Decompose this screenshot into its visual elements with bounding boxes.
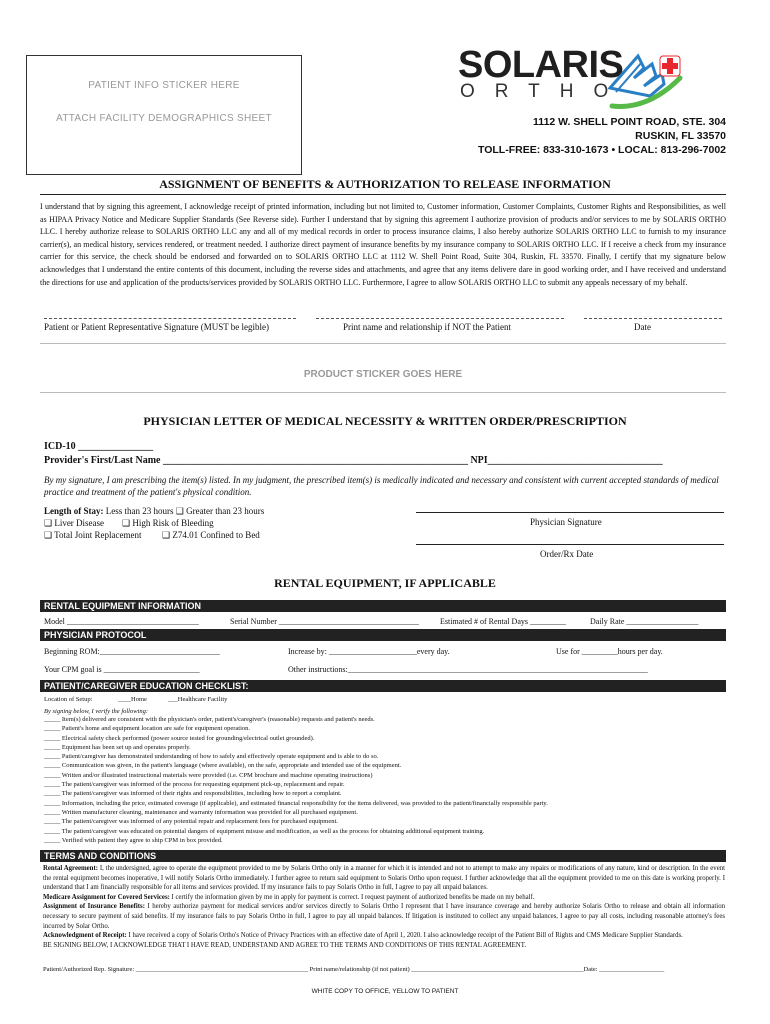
setup-home-option[interactable]: ____Home bbox=[118, 696, 147, 703]
aob-body: I understand that by signing this agreement, I acknowledge receipt of printed information, including but not limited to, Customer information, Customer Complaints, Customer Rights and Responsibilities, as well as HIPAA Privacy Notice and Medicare Supplier Standards (See Reverse side). Further I understand that by signing this agreement I authorize provision of products and/or services to me by SOLARIS ORTHO LLC. I hereby authorize release to SOLARIS ORTHO LLC any and all of my medical records in order to process insurance claims, I also hereby authorize SOLARIS ORTHO LLC to furnish to my insurance carrier(s), an medical history, services rendered, or treatment needed. I authorize direct payment of insurance benefits by my insurance company to SOLARIS ORTHO LLC. If I receive a check from my insurance carrier for this service, the check should be endorsed and forwarded on to SOLARIS ORTHO LLC at 1112 W. Shell Point Road, Suite 304, Ruskin, FL 33570. Finally, I certify that my signature below acknowledges that I understand the entire contents of this document, including the reverse sides and attachments, and agree that any items delivere dare in good working order, and I have received and understand the directions for use and application of the products/services provided by SOLARIS ORTHO LLC. Furthermore, I agree to allow SOLARIS ORTHO LLC to submit any appeals necessary of my behalf. bbox=[40, 202, 726, 287]
product-sticker-placeholder: PRODUCT STICKER GOES HERE bbox=[303, 369, 463, 380]
checklist-item[interactable]: _____ The patient/caregiver was informed of the process for requesting equipment pick-up, replacement and repair. bbox=[44, 781, 345, 789]
serial-number-field[interactable]: Serial Number ___________________________________ bbox=[230, 617, 419, 626]
use-for-field[interactable]: Use for _________hours per day. bbox=[556, 647, 663, 656]
sticker-line-2: ATTACH FACILITY DEMOGRAPHICS SHEET bbox=[56, 113, 272, 124]
liver-disease-checkbox[interactable]: ❑ Liver Disease bbox=[44, 518, 105, 528]
address-line-3: TOLL-FREE: 833-310-1673 • LOCAL: 813-296-7002 bbox=[478, 144, 726, 156]
model-field[interactable]: Model _________________________________ bbox=[44, 617, 199, 626]
company-address bbox=[390, 115, 726, 157]
terms-insurance-assignment: Assignment of Insurance Benefits: I hereby authorize payment for medical services and/or services directly to Solaris Ortho I represent that I have insurance coverage and hereby authorize Solaris Ortho to release and obtain all information necessary to secure payment of said benefits. If my insurance fails to pay Solaris Ortho in full, I agree to pay all unpaid balances. If litigation is instituted to collect any unpaid balances, I agree to pay all costs, including reasonable attorney's fees incurred by Solar Ortho. bbox=[43, 903, 725, 930]
bleeding-risk-checkbox[interactable]: ❑ High Risk of Bleeding bbox=[122, 518, 214, 528]
physician-signature-line[interactable] bbox=[416, 512, 724, 513]
checklist-item[interactable]: _____ Written and/or illustrated instructional materials were provided (i.e. CPM brochure and machine operating instructions) bbox=[44, 771, 373, 779]
address-line-1: 1112 W. SHELL POINT ROAD, STE. 304 bbox=[533, 116, 726, 128]
checklist-item[interactable]: _____ Patient/caregiver has demonstrated understanding of how to safely and effectively operate equipment and is able to do so. bbox=[44, 753, 379, 761]
address-line-2: RUSKIN, FL 33570 bbox=[635, 130, 726, 142]
cpm-goal-field[interactable]: Your CPM goal is ________________________ bbox=[44, 665, 200, 674]
prescription-statement: By my signature, I am prescribing the item(s) listed. In my judgment, the prescribed item(s) is medically indicated and necessary and consistent with current accepted standards of medical practice and treatment of the patient's physical condition. bbox=[44, 475, 719, 497]
terms-text bbox=[43, 864, 725, 950]
rental-info-bar: RENTAL EQUIPMENT INFORMATION bbox=[40, 600, 726, 612]
terms-acknowledgment: Acknowledgment of Receipt: I have received a copy of Solaris Ortho's Notice of Privacy Practices with an effective date of April 1, 2020. I also acknowledge receipt of the Patient Bill of Rights and CMS Medicare Supplier Standards. bbox=[43, 932, 683, 940]
length-of-stay-label: Length of Stay: bbox=[44, 506, 104, 516]
patient-signature-label: Patient or Patient Representative Signature (MUST be legible) bbox=[44, 322, 270, 332]
patient-info-sticker-box bbox=[26, 55, 302, 175]
footer-copy-note: WHITE COPY TO OFFICE, YELLOW TO PATIENT bbox=[311, 988, 459, 995]
setup-location-label: Location of Setup: bbox=[44, 696, 93, 703]
aob-date-label: Date bbox=[634, 322, 651, 332]
physician-protocol-bar: PHYSICIAN PROTOCOL bbox=[40, 629, 726, 641]
solaris-ortho-logo bbox=[448, 44, 688, 114]
daily-rate-field[interactable]: Daily Rate __________________ bbox=[590, 617, 699, 626]
checklist-item[interactable]: _____ Information, including the price, estimated coverage (if applicable), and estimated financial responsibility for the items delivered, was provided to the patient/financially responsible party. bbox=[44, 799, 548, 807]
checklist-item[interactable]: _____ Electrical safety check performed (power source tested for grounding/electrical outlet grounded). bbox=[44, 734, 315, 742]
icd-10-field[interactable]: ICD-10 _______________ bbox=[44, 441, 154, 452]
joint-replacement-checkbox[interactable]: ❑ Total Joint Replacement bbox=[44, 530, 142, 540]
length-of-stay bbox=[44, 506, 264, 517]
provider-name-field[interactable]: Provider's First/Last Name _____________________________________________________________ NPI___________________________________ bbox=[44, 455, 663, 466]
order-date-label: Order/Rx Date bbox=[540, 549, 594, 559]
section-divider bbox=[40, 343, 726, 344]
logo-swoosh-icon bbox=[608, 48, 688, 114]
setup-facility-option[interactable]: ___Healthcare Facility bbox=[168, 696, 228, 703]
checklist-item[interactable]: _____ Item(s) delivered are consistent with the physician's order, patient's/caregiver's (reasonable) requests and patient's needs. bbox=[44, 716, 375, 723]
sticker-line-1: PATIENT INFO STICKER HERE bbox=[88, 80, 240, 91]
increase-by-field[interactable]: Increase by: ______________________every day. bbox=[288, 647, 450, 656]
logo-brand: SOLARIS bbox=[458, 44, 624, 86]
print-name-label: Print name and relationship if NOT the Patient bbox=[343, 322, 512, 332]
beginning-rom-field[interactable]: Beginning ROM:______________________________ bbox=[44, 647, 220, 656]
terms-acknowledge-statement: BE SIGNING BELOW, I ACKNOWLEDGE THAT I HAVE READ, UNDERSTAND AND AGREE TO THE TERMS AND CONDITIONS OF THIS RENTAL AGREEMENT. bbox=[43, 941, 527, 949]
terms-medicare-assignment: Medicare Assignment for Covered Services: I certify the information given by me in apply for payment is correct. I request payment of authorized benefits be made on my behalf. bbox=[43, 893, 535, 901]
rental-days-field[interactable]: Estimated # of Rental Days _________ bbox=[440, 617, 566, 626]
physician-title: PHYSICIAN LETTER OF MEDICAL NECESSITY & WRITTEN ORDER/PRESCRIPTION bbox=[143, 414, 627, 428]
terms-bar: TERMS AND CONDITIONS bbox=[40, 850, 726, 862]
confined-to-bed-checkbox[interactable]: ❑ Z74.01 Confined to Bed bbox=[162, 530, 260, 540]
checklist-item[interactable]: _____ The patient/caregiver was informed of any potential repair and replacement fees for purchased equipment. bbox=[44, 818, 338, 826]
checklist-item[interactable]: _____ Communication was given, in the patient's language (where available), on the safe, appropriate and intended use of the equipment. bbox=[44, 762, 402, 770]
rental-title: RENTAL EQUIPMENT, IF APPLICABLE bbox=[274, 576, 496, 590]
section-divider bbox=[40, 392, 726, 393]
aob-title: ASSIGNMENT OF BENEFITS & AUTHORIZATION TO RELEASE INFORMATION bbox=[159, 177, 611, 191]
print-name-line[interactable] bbox=[316, 318, 564, 319]
physician-signature-label: Physician Signature bbox=[530, 517, 602, 527]
logo-sub: ORTHO bbox=[460, 81, 629, 102]
terms-rental-agreement: Rental Agreement: I, the undersigned, agree to operate the equipment provided to me by Solaris Ortho only in a manner for which it is intended and not to attempt to make any repairs or modifications of any nature, kind or description. In the event the rental equipment becomes inoperative, I will notify Solaris Ortho immediately. I further agree to return said equipment to Solaris Ortho upon request. I further acknowledge that all the equipment provided to me on this date is working properly. I understand that I am financially responsible for all items and services provided. If my insurance fails to pay Solaris Ortho in full, I agree to pay all unpaid balances. bbox=[43, 865, 725, 892]
aob-rule bbox=[40, 194, 726, 195]
other-instructions-field[interactable]: Other instructions:___________________________________________________________________________ bbox=[288, 665, 648, 674]
education-checklist bbox=[44, 715, 726, 845]
order-date-line[interactable] bbox=[416, 544, 724, 545]
aob-date-line[interactable] bbox=[584, 318, 722, 319]
education-checklist-bar: PATIENT/CAREGIVER EDUCATION CHECKLIST: bbox=[40, 680, 726, 692]
checklist-item[interactable]: _____ Verified with patient they agree to ship CPM in box provided. bbox=[44, 836, 223, 844]
patient-signature-line[interactable] bbox=[44, 318, 296, 319]
checklist-item[interactable]: _____ Written manufacturer cleaning, maintenance and warranty information was provided for all purchased equipment. bbox=[44, 808, 358, 816]
final-signature-line[interactable]: Patient/Authorized Rep. Signature: _____________________________________________________ Print name/relationship (if not patient) _____________________________________________________Date: ____________________ bbox=[43, 966, 665, 973]
checklist-item[interactable]: _____ The patient/caregiver was informed of their rights and responsibilities, including how to report a complaint. bbox=[44, 790, 342, 798]
checklist-item[interactable]: _____ Patient's home and equipment location are safe for equipment operation. bbox=[44, 725, 251, 733]
signing-note: By signing below, I verify the following: bbox=[44, 708, 149, 715]
checklist-item[interactable]: _____ Equipment has been set up and operates properly. bbox=[44, 743, 191, 751]
length-of-stay-options[interactable]: Less than 23 hours ❑ Greater than 23 hours bbox=[105, 506, 265, 516]
checklist-item[interactable]: _____ The patient/caregiver was educated on potential dangers of equipment misuse and modification, as well as the process for obtaining additional equipment training. bbox=[44, 827, 485, 835]
